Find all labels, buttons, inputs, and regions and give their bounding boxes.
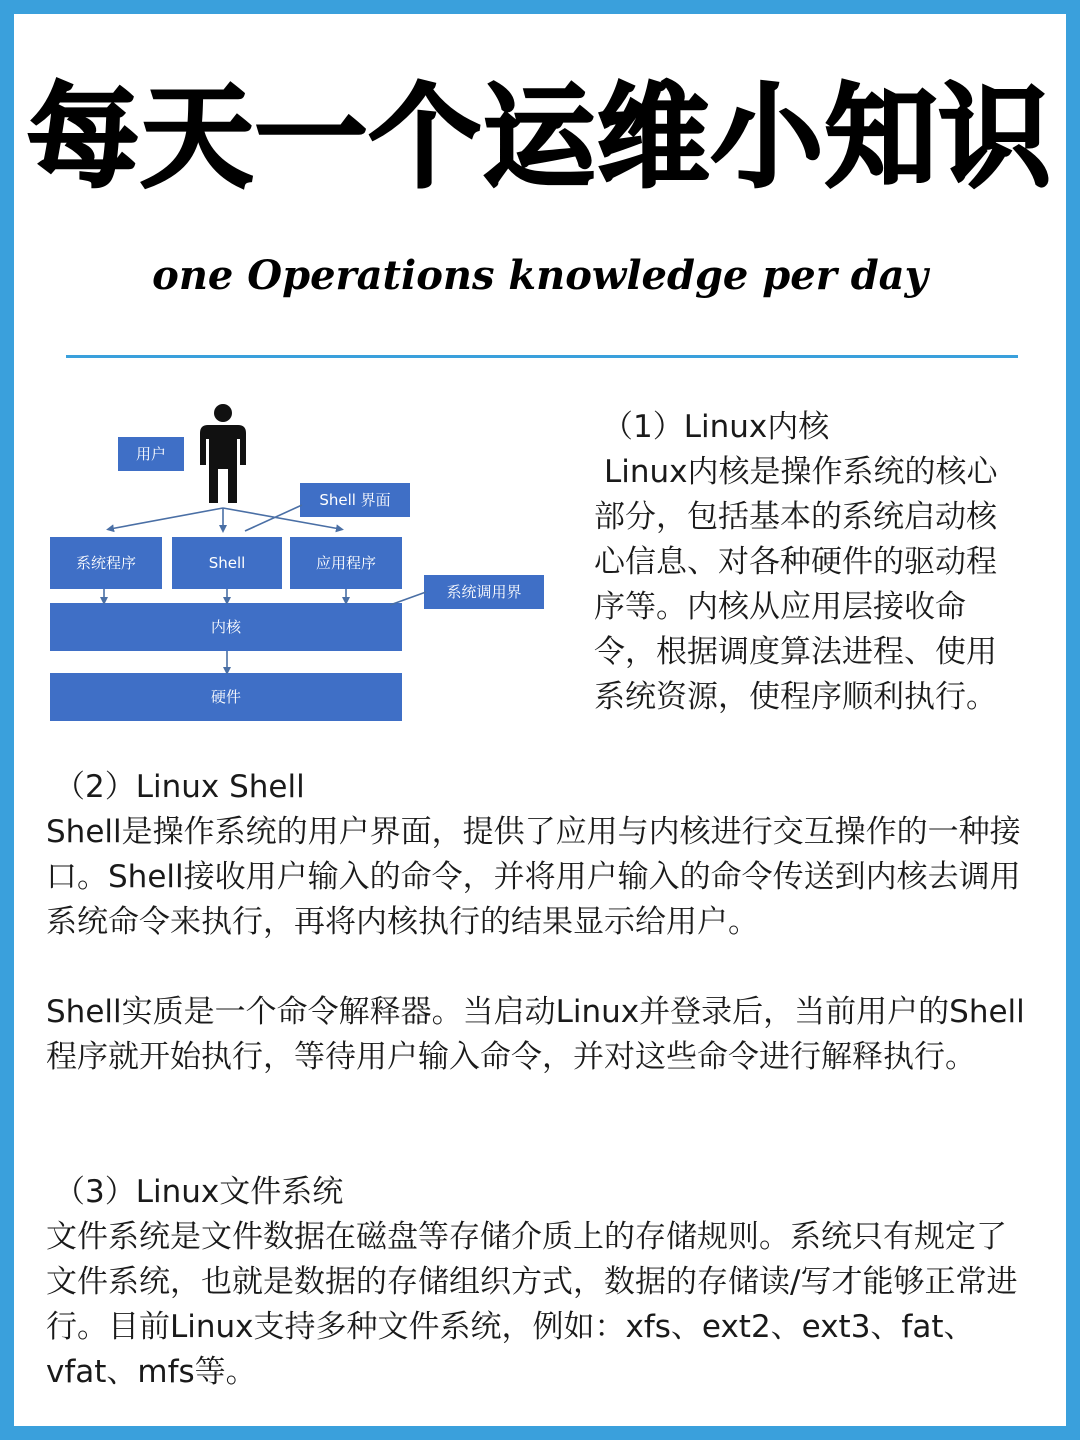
section-linux-filesystem [46, 1170, 1031, 1395]
page-title: 每天一个运维小知识 [27, 73, 1053, 203]
title-divider [66, 355, 1018, 358]
user-person-icon [200, 404, 246, 503]
page-subtitle: one Operations knowledge per day [152, 252, 928, 299]
section-body: Linux内核是操作系统的核心部分，包括基本的系统启动核心信息、对各种硬件的驱动程序等。内核从应用层接收命令，根据调度算法进程、使用系统资源，使程序顺利执行。 [594, 454, 998, 715]
section-body: Shell是操作系统的用户界面，提供了应用与内核进行交互操作的一种接口。Shell接收用户输入的命令，并将用户输入的命令传送到内核去调用系统命令来执行，再将内核执行的结果显示给用户。 [46, 814, 1021, 940]
syscall-interface-label: 系统调用界 [446, 583, 522, 601]
section-heading: （1）Linux内核 [602, 409, 830, 445]
section-heading: （3）Linux文件系统 [54, 1174, 344, 1210]
linux-architecture-diagram [40, 395, 555, 730]
user-box-label: 用户 [135, 445, 167, 463]
section-linux-shell-paragraph-2: Shell实质是一个命令解释器。当启动Linux并登录后，当前用户的Shell程序就开始执行，等待用户输入命令，并对这些命令进行解释执行。 [46, 994, 1025, 1075]
shell-box-label: Shell [208, 554, 246, 572]
shell-interface-label: Shell 界面 [319, 491, 391, 509]
section-linux-kernel [594, 405, 1026, 720]
system-programs-label: 系统程序 [75, 554, 137, 572]
section-body: 文件系统是文件数据在磁盘等存储介质上的存储规则。系统只有规定了文件系统，也就是数据的存储组织方式，数据的存储读/写才能够正常进行。目前Linux支持多种文件系统，例如：xfs、ext2、ext3、fat、vfat、mfs等。 [46, 1219, 1018, 1390]
hardware-label: 硬件 [210, 688, 242, 706]
section-heading: （2）Linux Shell [54, 769, 305, 805]
section-linux-shell [46, 765, 1031, 945]
applications-label: 应用程序 [315, 554, 377, 572]
kernel-label: 内核 [210, 618, 242, 636]
